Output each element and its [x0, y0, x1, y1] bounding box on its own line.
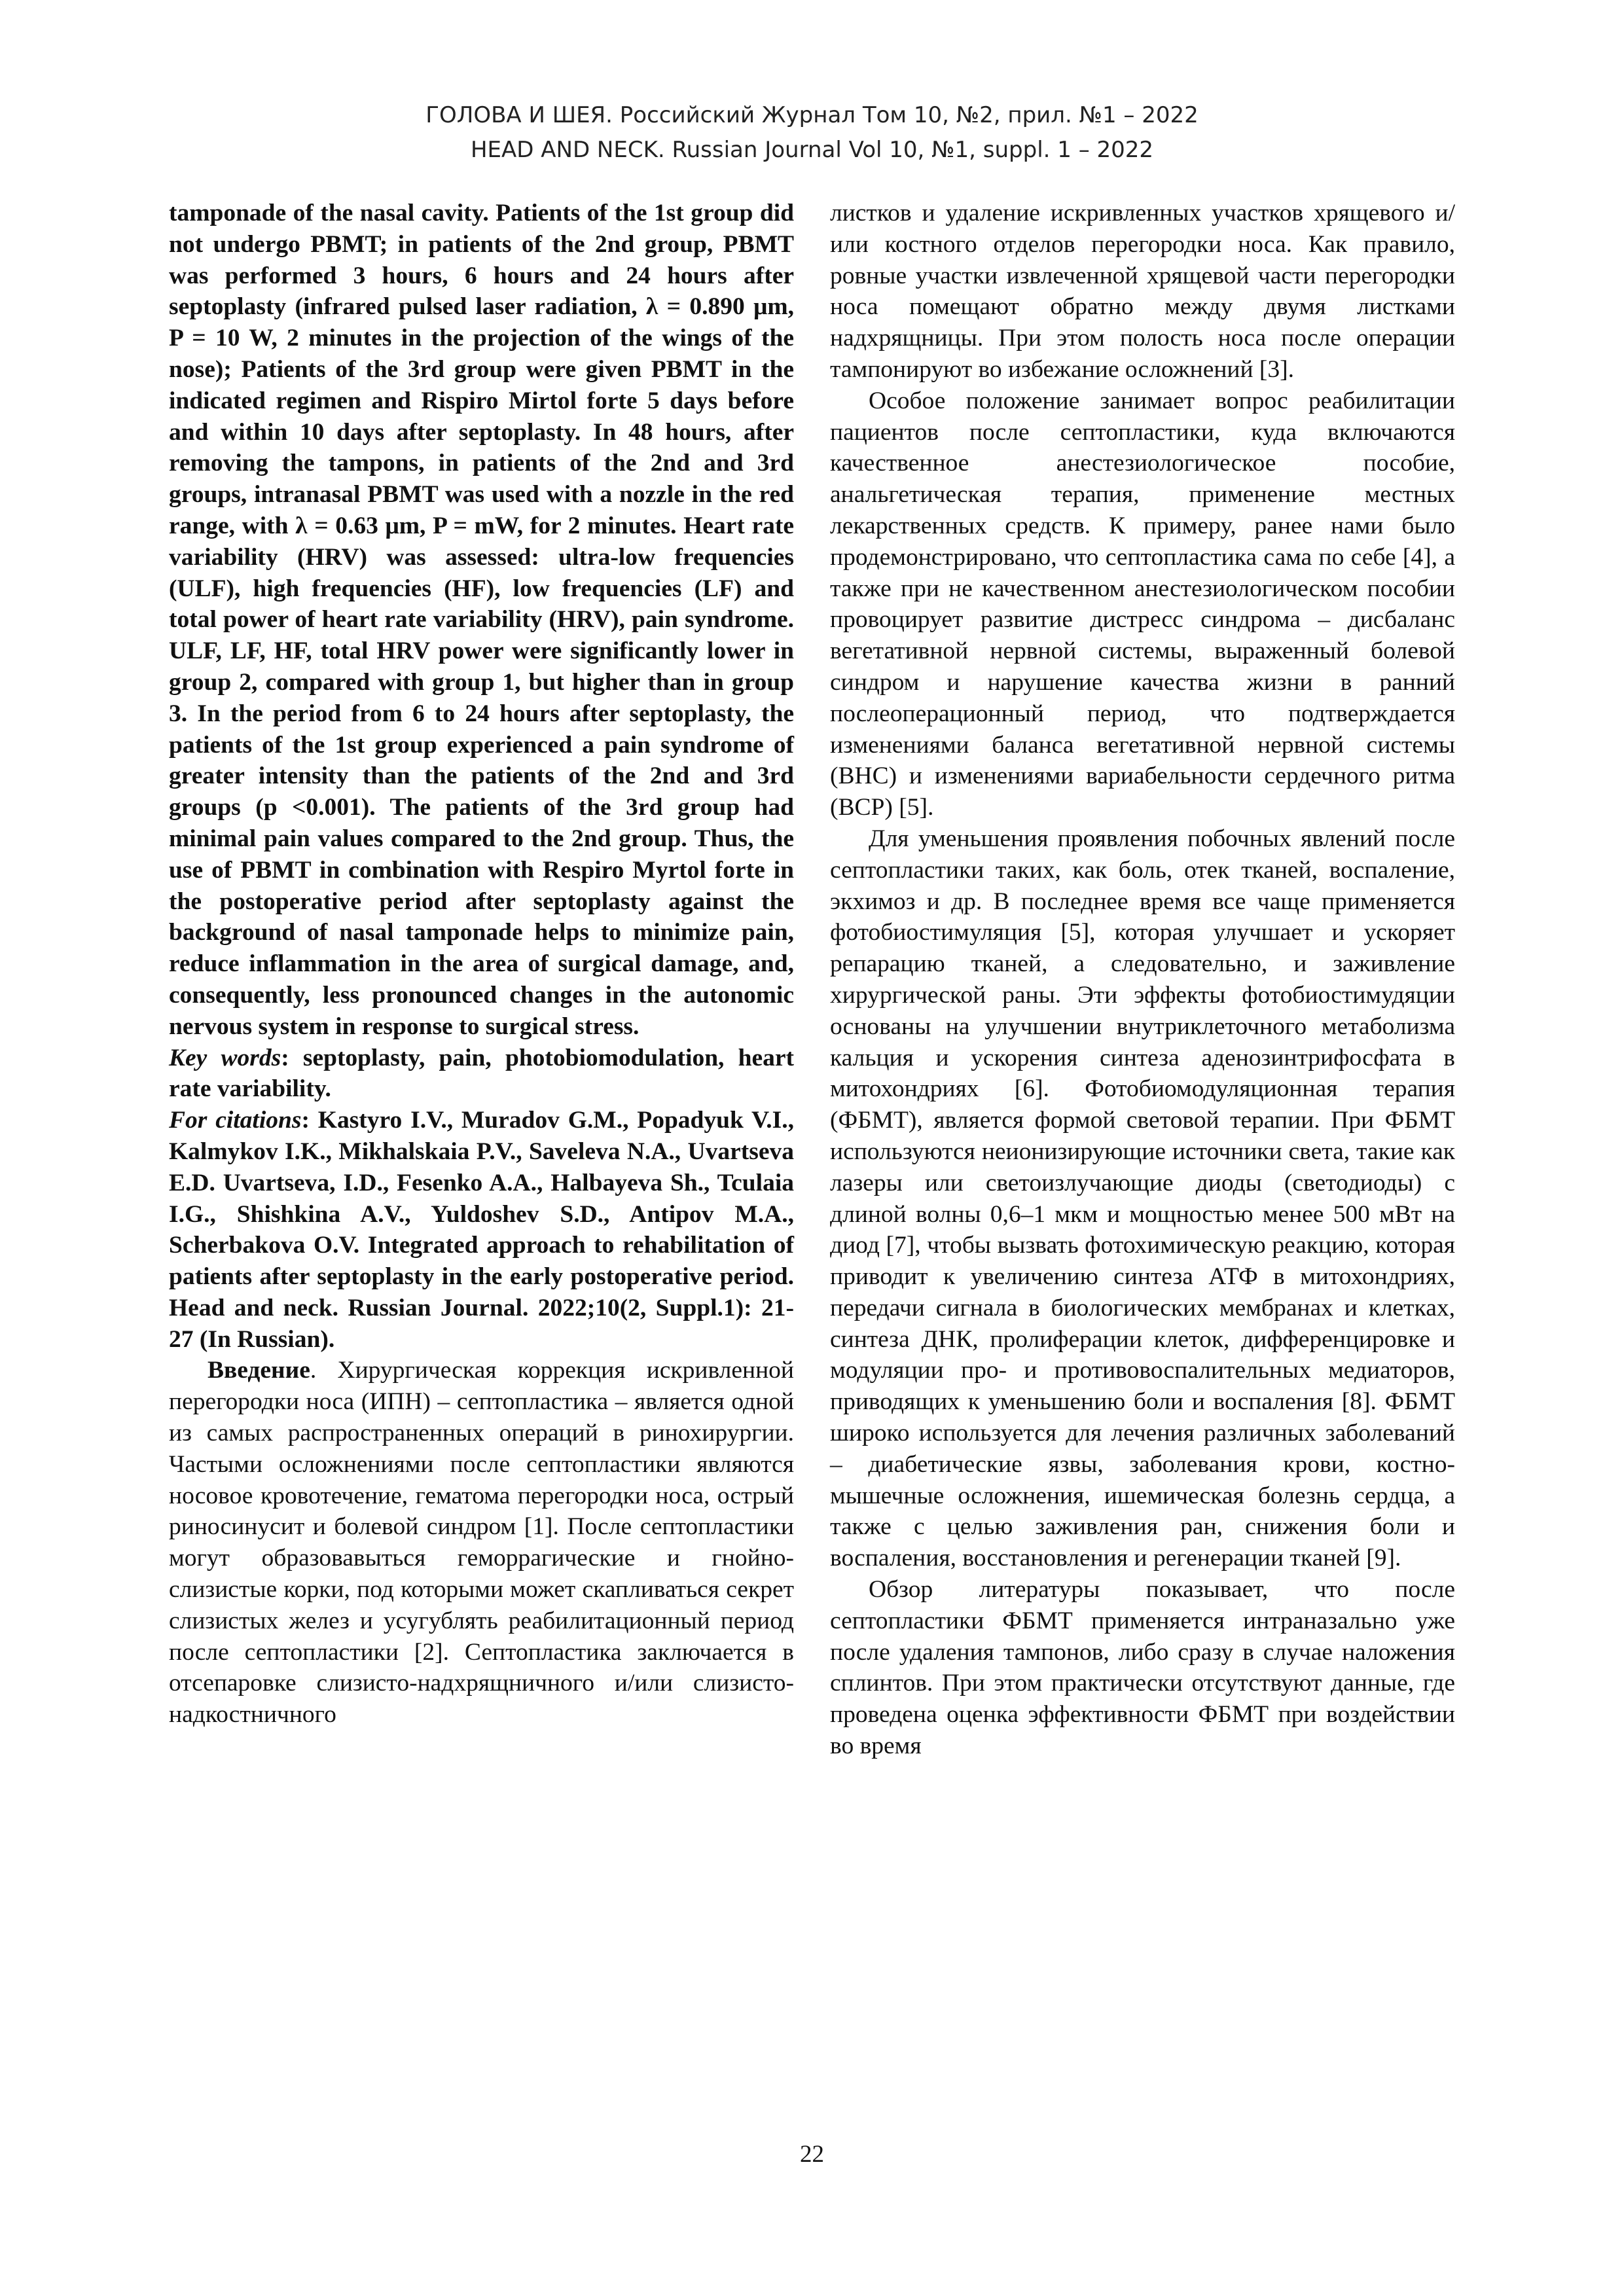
keywords-label: Key words: [169, 1044, 281, 1071]
header-line-english: HEAD AND NECK. Russian Journal Vol 10, №1, suppl. 1 – 2022: [470, 137, 1154, 163]
paragraph-3: Для уменьшения проявления побочных явлений после септопластики таких, как боль, отек тканей, воспаление, экхимоз и др. В последнее время все чаще применяется фотобиостимуляция [5], которая улучшает и ускоряет репарацию тканей, а следовательно, и заживление хирургической раны. Эти эффекты фотобиостимудяции основаны на улучшении внутриклеточного метаболизма кальция и ускорения синтеза аденозинтрифосфата в митохондриях [6]. Фотобиомодуляционная терапия (ФБМТ), является формой световой терапии. При ФБМТ используются неионизирующие источники света, такие как лазеры или светоизлучающие диоды (светодиоды) с длиной волны 0,6–1 мкм и мощностью менее 500 мВт на диод [7], чтобы вызвать фотохимическую реакцию, которая приводит к увеличению синтеза АТФ в митохондриях, передачи сигнала в биологических мембранах и клетках, синтеза ДНК, пролиферации клеток, дифференцировке и модуляции про- и противовоспалительных медиаторов, приводящих к уменьшению боли и воспаления [8]. ФБМТ широко используется для лечения различных заболеваний – диабетические язвы, заболевания крови, костно-мышечные осложнения, ишемическая болезнь сердца, а также с целью заживления ран, снижения боли и воспаления, восстановления и регенерации тканей [9].: [830, 825, 1455, 1572]
keywords-paragraph: [169, 1043, 794, 1105]
paragraph-2: Особое положение занимает вопрос реабилитации пациентов после септопластики, куда включаются качественное анестезиологическое пособие, анальгетическая терапия, применение местных лекарственных средств. К примеру, ранее нами было продемонстрировано, что септопластика сама по себе [4], а также при не качественном анестезиологическом пособии провоцирует развитие дистресс синдрома – дисбаланс вегетативной нервной системы, выраженный болевой синдром и нарушение качества жизни в ранний послеоперационный период, что подтверждается изменениями баланса вегетативной нервной системы (ВНС) и изменениями вариабельности сердечного ритма (ВСР) [5].: [830, 387, 1455, 821]
citation-paragraph: [169, 1105, 794, 1355]
header-line-russian: ГОЛОВА И ШЕЯ. Российский Журнал Том 10, №2, прил. №1 – 2022: [425, 102, 1199, 128]
citation-text: : Kastyro I.V., Muradov G.M., Popadyuk V.I., Kalmykov I.K., Mikhalskaia P.V., Saveleva N.A., Uvartseva E.D. Uvartseva, I.D., Fesenko A.A., Halbayeva Sh., Tculaia I.G., Shishkina A.V., Yuldoshev S.D., Antipov M.A., Scherbakova O.V. Integrated approach to rehabilitation of patients after septoplasty in the early postoperative period. Head and neck. Russian Journal. 2022;10(2, Suppl.1): 21-27 (In Russian).: [169, 1107, 794, 1353]
citation-label: For citations: [169, 1107, 302, 1134]
left-column: [169, 198, 794, 1731]
intro-text: . Хирургическая коррекция искривленной перегородки носа (ИПН) – септопластика – является одной из самых распространенных операций в ринохирургии. Частыми осложнениями после септопластики являются носовое кровотечение, гематома перегородки носа, острый риносинусит и болевой синдром [1]. После септопластики могут образовавыться геморрагические и гнойно-слизистые корки, под которыми может скапливаться секрет слизистых желез и усугублять реабилитационный период после септопластики [2]. Септопластика заключается в отсепаровке слизисто-надхрящничного и/или слизисто-надкостничного: [169, 1357, 794, 1729]
journal-header: [0, 98, 1624, 168]
right-column: [830, 198, 1455, 1762]
keywords-text: : septoplasty, pain, photobiomodulation, heart rate variability.: [169, 1044, 794, 1103]
intro-label: Введение: [208, 1357, 310, 1384]
paragraph-4: Обзор литературы показывает, что после септопластики ФБМТ применяется интраназально уже после удаления тампонов, либо сразу в случае наложения сплинтов. При этом практически отсутствуют данные, где проведена оценка эффективности ФБМТ при воздействии во время: [830, 1576, 1455, 1760]
abstract-text: tamponade of the nasal cavity. Patients of the 1st group did not undergo PBMT; in patients of the 2nd group, PBMT was performed 3 hours, 6 hours and 24 hours after septoplasty (infrared pulsed laser radiation, λ = 0.890 μm, P = 10 W, 2 minutes in the projection of the wings of the nose); Patients of the 3rd group were given PBMT in the indicated regimen and Rispiro Mirtol forte 5 days before and within 10 days after septoplasty. In 48 hours, after removing the tampons, in patients of the 2nd and 3rd groups, intranasal PBMT was used with a nozzle in the red range, with λ = 0.63 μm, P = mW, for 2 minutes. Heart rate variability (HRV) was assessed: ultra-low frequencies (ULF), high frequencies (HF), low frequencies (LF) and total power of heart rate variability (HRV), pain syndrome. ULF, LF, HF, total HRV power were significantly lower in group 2, compared with group 1, but higher than in group 3. In the period from 6 to 24 hours after septoplasty, the patients of the 1st group experienced a pain syndrome of greater intensity than the patients of the 2nd and 3rd groups (p <0.001). The patients of the 3rd group had minimal pain values compared to the 2nd group. Thus, the use of PBMT in combination with Respiro Myrtol forte in the postoperative period after septoplasty against the background of nasal tamponade helps to minimize pain, reduce inflammation in the area of surgical damage, and, consequently, less pronounced changes in the autonomic nervous system in response to surgical stress.: [169, 200, 794, 1040]
intro-paragraph: [169, 1355, 794, 1731]
page-number: 22: [800, 2141, 824, 2168]
paragraph-1: листков и удаление искривленных участков хрящевого и/или костного отделов перегородки носа. Как правило, ровные участки извлеченной хрящевой части перегородки носа помещают обратно между двумя листками надхрящницы. При этом полость носа после операции тампонируют во избежание осложнений [3].: [830, 200, 1455, 383]
